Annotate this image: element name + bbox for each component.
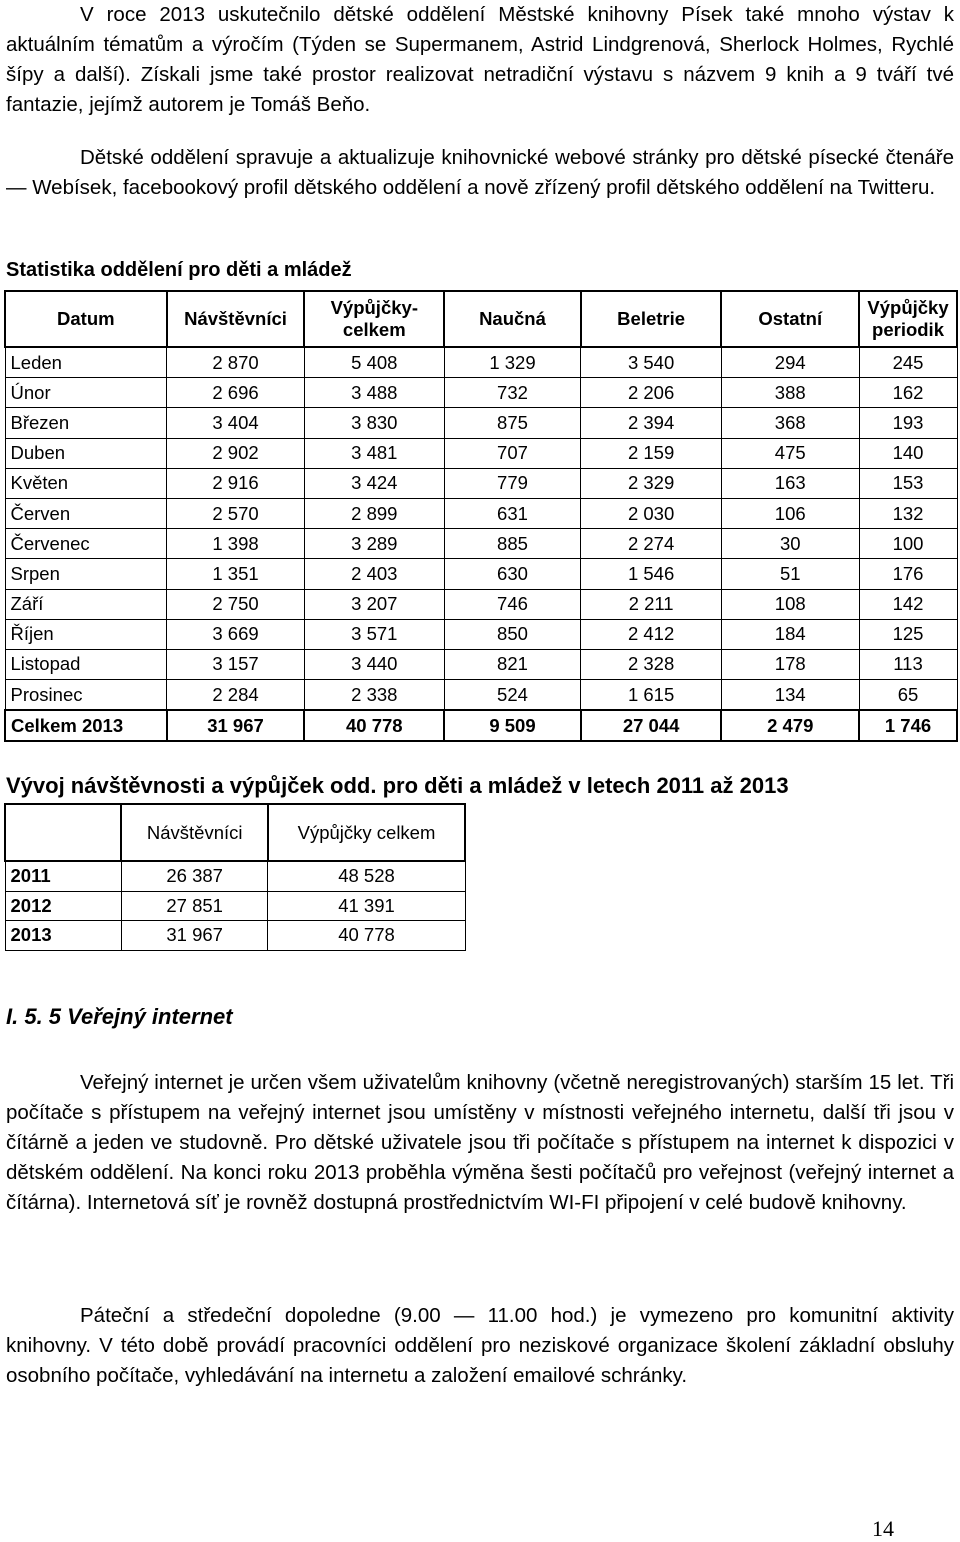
value-cell: 27 851 [121, 891, 268, 921]
value-cell: 2 206 [581, 378, 722, 408]
value-cell: 3 540 [581, 347, 722, 378]
month-cell: Duben [5, 438, 167, 468]
total-row [5, 710, 957, 741]
stats-header-row [5, 291, 957, 347]
value-cell: 2 030 [581, 498, 722, 528]
table-row [5, 529, 957, 559]
value-cell: 368 [721, 408, 859, 438]
header-ostatni: Ostatní [721, 291, 859, 347]
header-vypujcky-periodik: Výpůjčky periodik [859, 291, 957, 347]
value-cell: 707 [444, 438, 581, 468]
month-cell: Říjen [5, 619, 167, 649]
value-cell: 732 [444, 378, 581, 408]
value-cell: 875 [444, 408, 581, 438]
total-value: 31 967 [167, 710, 305, 741]
table-row [5, 559, 957, 589]
value-cell: 2 403 [304, 559, 444, 589]
month-cell: Srpen [5, 559, 167, 589]
value-cell: 26 387 [121, 861, 268, 891]
value-cell: 48 528 [268, 861, 465, 891]
value-cell: 125 [859, 619, 957, 649]
table-row [5, 498, 957, 528]
value-cell: 31 967 [121, 921, 268, 951]
value-cell: 2 159 [581, 438, 722, 468]
total-value: 9 509 [444, 710, 581, 741]
table-row [5, 408, 957, 438]
stats-table [4, 290, 958, 742]
month-cell: Březen [5, 408, 167, 438]
section-title-internet: I. 5. 5 Veřejný internet [6, 1004, 233, 1029]
header-beletrie: Beletrie [581, 291, 722, 347]
value-cell: 163 [721, 468, 859, 498]
header-loans-total: Výpůjčky celkem [268, 804, 465, 861]
value-cell: 40 778 [268, 921, 465, 951]
month-cell: Červen [5, 498, 167, 528]
value-cell: 2 338 [304, 680, 444, 711]
value-cell: 3 207 [304, 589, 444, 619]
value-cell: 113 [859, 649, 957, 679]
value-cell: 30 [721, 529, 859, 559]
value-cell: 184 [721, 619, 859, 649]
value-cell: 3 404 [167, 408, 305, 438]
value-cell: 3 481 [304, 438, 444, 468]
paragraph-public-internet: Veřejný internet je určen všem uživatelům knihovny (včetně neregistrovaných) starším 15 let. Tři počítače s přístupem na veřejný internet jsou umístěny v místnosti veřejného internetu, další tři jsou v čítárně a jeden ve studovně. Pro dětské uživatele jsou tři počítače s přístupem na internet k dispozici v dětském oddělení. Na konci roku 2013 proběhla výměna šesti počítačů pro veřejnost (veřejný internet a čítárna). Internetová síť je rovněž dostupná prostřednictvím WI-FI připojení v celé budově knihovny. [6, 1071, 954, 1214]
value-cell: 388 [721, 378, 859, 408]
years-header-row [5, 804, 465, 861]
year-cell: 2012 [5, 891, 121, 921]
value-cell: 885 [444, 529, 581, 559]
value-cell: 3 157 [167, 649, 305, 679]
table-row [5, 378, 957, 408]
value-cell: 3 424 [304, 468, 444, 498]
value-cell: 746 [444, 589, 581, 619]
stats-table-title: Statistika oddělení pro děti a mládež [6, 259, 352, 281]
year-cell: 2013 [5, 921, 121, 951]
value-cell: 176 [859, 559, 957, 589]
value-cell: 140 [859, 438, 957, 468]
value-cell: 41 391 [268, 891, 465, 921]
month-cell: Květen [5, 468, 167, 498]
value-cell: 1 329 [444, 347, 581, 378]
table-row [5, 468, 957, 498]
value-cell: 2 916 [167, 468, 305, 498]
header-navstevnici: Návštěvníci [167, 291, 305, 347]
value-cell: 631 [444, 498, 581, 528]
paragraph-web-pages: Dětské oddělení spravuje a aktualizuje knihovnické webové stránky pro dětské písecké čtenáře — Webísek, facebookový profil dětského oddělení a nově zřízený profil dětského oddělení na Twitteru. [6, 146, 954, 199]
table-row [5, 891, 465, 921]
value-cell: 2 899 [304, 498, 444, 528]
value-cell: 2 274 [581, 529, 722, 559]
table-row [5, 347, 957, 378]
total-label: Celkem 2013 [5, 710, 167, 741]
total-value: 40 778 [304, 710, 444, 741]
header-visitors: Návštěvníci [121, 804, 268, 861]
value-cell: 106 [721, 498, 859, 528]
value-cell: 3 440 [304, 649, 444, 679]
value-cell: 245 [859, 347, 957, 378]
value-cell: 1 546 [581, 559, 722, 589]
value-cell: 134 [721, 680, 859, 711]
value-cell: 475 [721, 438, 859, 468]
value-cell: 1 615 [581, 680, 722, 711]
header-naucna: Naučná [444, 291, 581, 347]
value-cell: 153 [859, 468, 957, 498]
value-cell: 178 [721, 649, 859, 679]
table-row [5, 619, 957, 649]
value-cell: 3 669 [167, 619, 305, 649]
month-cell: Září [5, 589, 167, 619]
value-cell: 3 289 [304, 529, 444, 559]
value-cell: 779 [444, 468, 581, 498]
year-cell: 2011 [5, 861, 121, 891]
value-cell: 524 [444, 680, 581, 711]
month-cell: Červenec [5, 529, 167, 559]
value-cell: 2 696 [167, 378, 305, 408]
trend-table-title: Vývoj návštěvnosti a výpůjček odd. pro děti a mládež v letech 2011 až 2013 [6, 773, 789, 798]
value-cell: 2 329 [581, 468, 722, 498]
table-row [5, 861, 465, 891]
value-cell: 162 [859, 378, 957, 408]
value-cell: 2 412 [581, 619, 722, 649]
header-datum: Datum [5, 291, 167, 347]
total-value: 1 746 [859, 710, 957, 741]
value-cell: 51 [721, 559, 859, 589]
value-cell: 3 488 [304, 378, 444, 408]
value-cell: 193 [859, 408, 957, 438]
years-table [4, 803, 466, 951]
value-cell: 108 [721, 589, 859, 619]
total-value: 2 479 [721, 710, 859, 741]
value-cell: 821 [444, 649, 581, 679]
value-cell: 65 [859, 680, 957, 711]
value-cell: 2 570 [167, 498, 305, 528]
total-value: 27 044 [581, 710, 722, 741]
month-cell: Únor [5, 378, 167, 408]
value-cell: 2 284 [167, 680, 305, 711]
page-number: 14 [872, 1516, 894, 1541]
value-cell: 132 [859, 498, 957, 528]
month-cell: Prosinec [5, 680, 167, 711]
value-cell: 2 902 [167, 438, 305, 468]
value-cell: 294 [721, 347, 859, 378]
value-cell: 5 408 [304, 347, 444, 378]
value-cell: 3 571 [304, 619, 444, 649]
value-cell: 1 351 [167, 559, 305, 589]
value-cell: 850 [444, 619, 581, 649]
value-cell: 2 870 [167, 347, 305, 378]
value-cell: 2 394 [581, 408, 722, 438]
value-cell: 3 830 [304, 408, 444, 438]
paragraph-exhibitions: V roce 2013 uskutečnilo dětské oddělení Městské knihovny Písek také mnoho výstav k aktuálním tématům a výročím (Týden se Supermanem, Astrid Lindgrenová, Sherlock Holmes, Rychlé šípy a další). Získali jsme také prostor realizovat netradiční výstavu s názvem 9 knih a 9 tváří tvé fantazie, jejímž autorem je Tomáš Beňo. [6, 3, 954, 116]
value-cell: 1 398 [167, 529, 305, 559]
value-cell: 630 [444, 559, 581, 589]
value-cell: 2 328 [581, 649, 722, 679]
table-row [5, 649, 957, 679]
paragraph-community: Páteční a středeční dopoledne (9.00 — 11.00 hod.) je vymezeno pro komunitní aktivity knihovny. V této době provádí pracovníci oddělení pro neziskové organizace školení základní obsluhy osobního počítače, vyhledávání na internetu a založení emailové schránky. [6, 1304, 954, 1387]
month-cell: Listopad [5, 649, 167, 679]
header-empty [5, 804, 121, 861]
value-cell: 2 750 [167, 589, 305, 619]
header-vypujcky-celkem: Výpůjčky- celkem [304, 291, 444, 347]
value-cell: 142 [859, 589, 957, 619]
month-cell: Leden [5, 347, 167, 378]
table-row [5, 680, 957, 711]
value-cell: 100 [859, 529, 957, 559]
table-row [5, 438, 957, 468]
table-row [5, 589, 957, 619]
value-cell: 2 211 [581, 589, 722, 619]
table-row [5, 921, 465, 951]
